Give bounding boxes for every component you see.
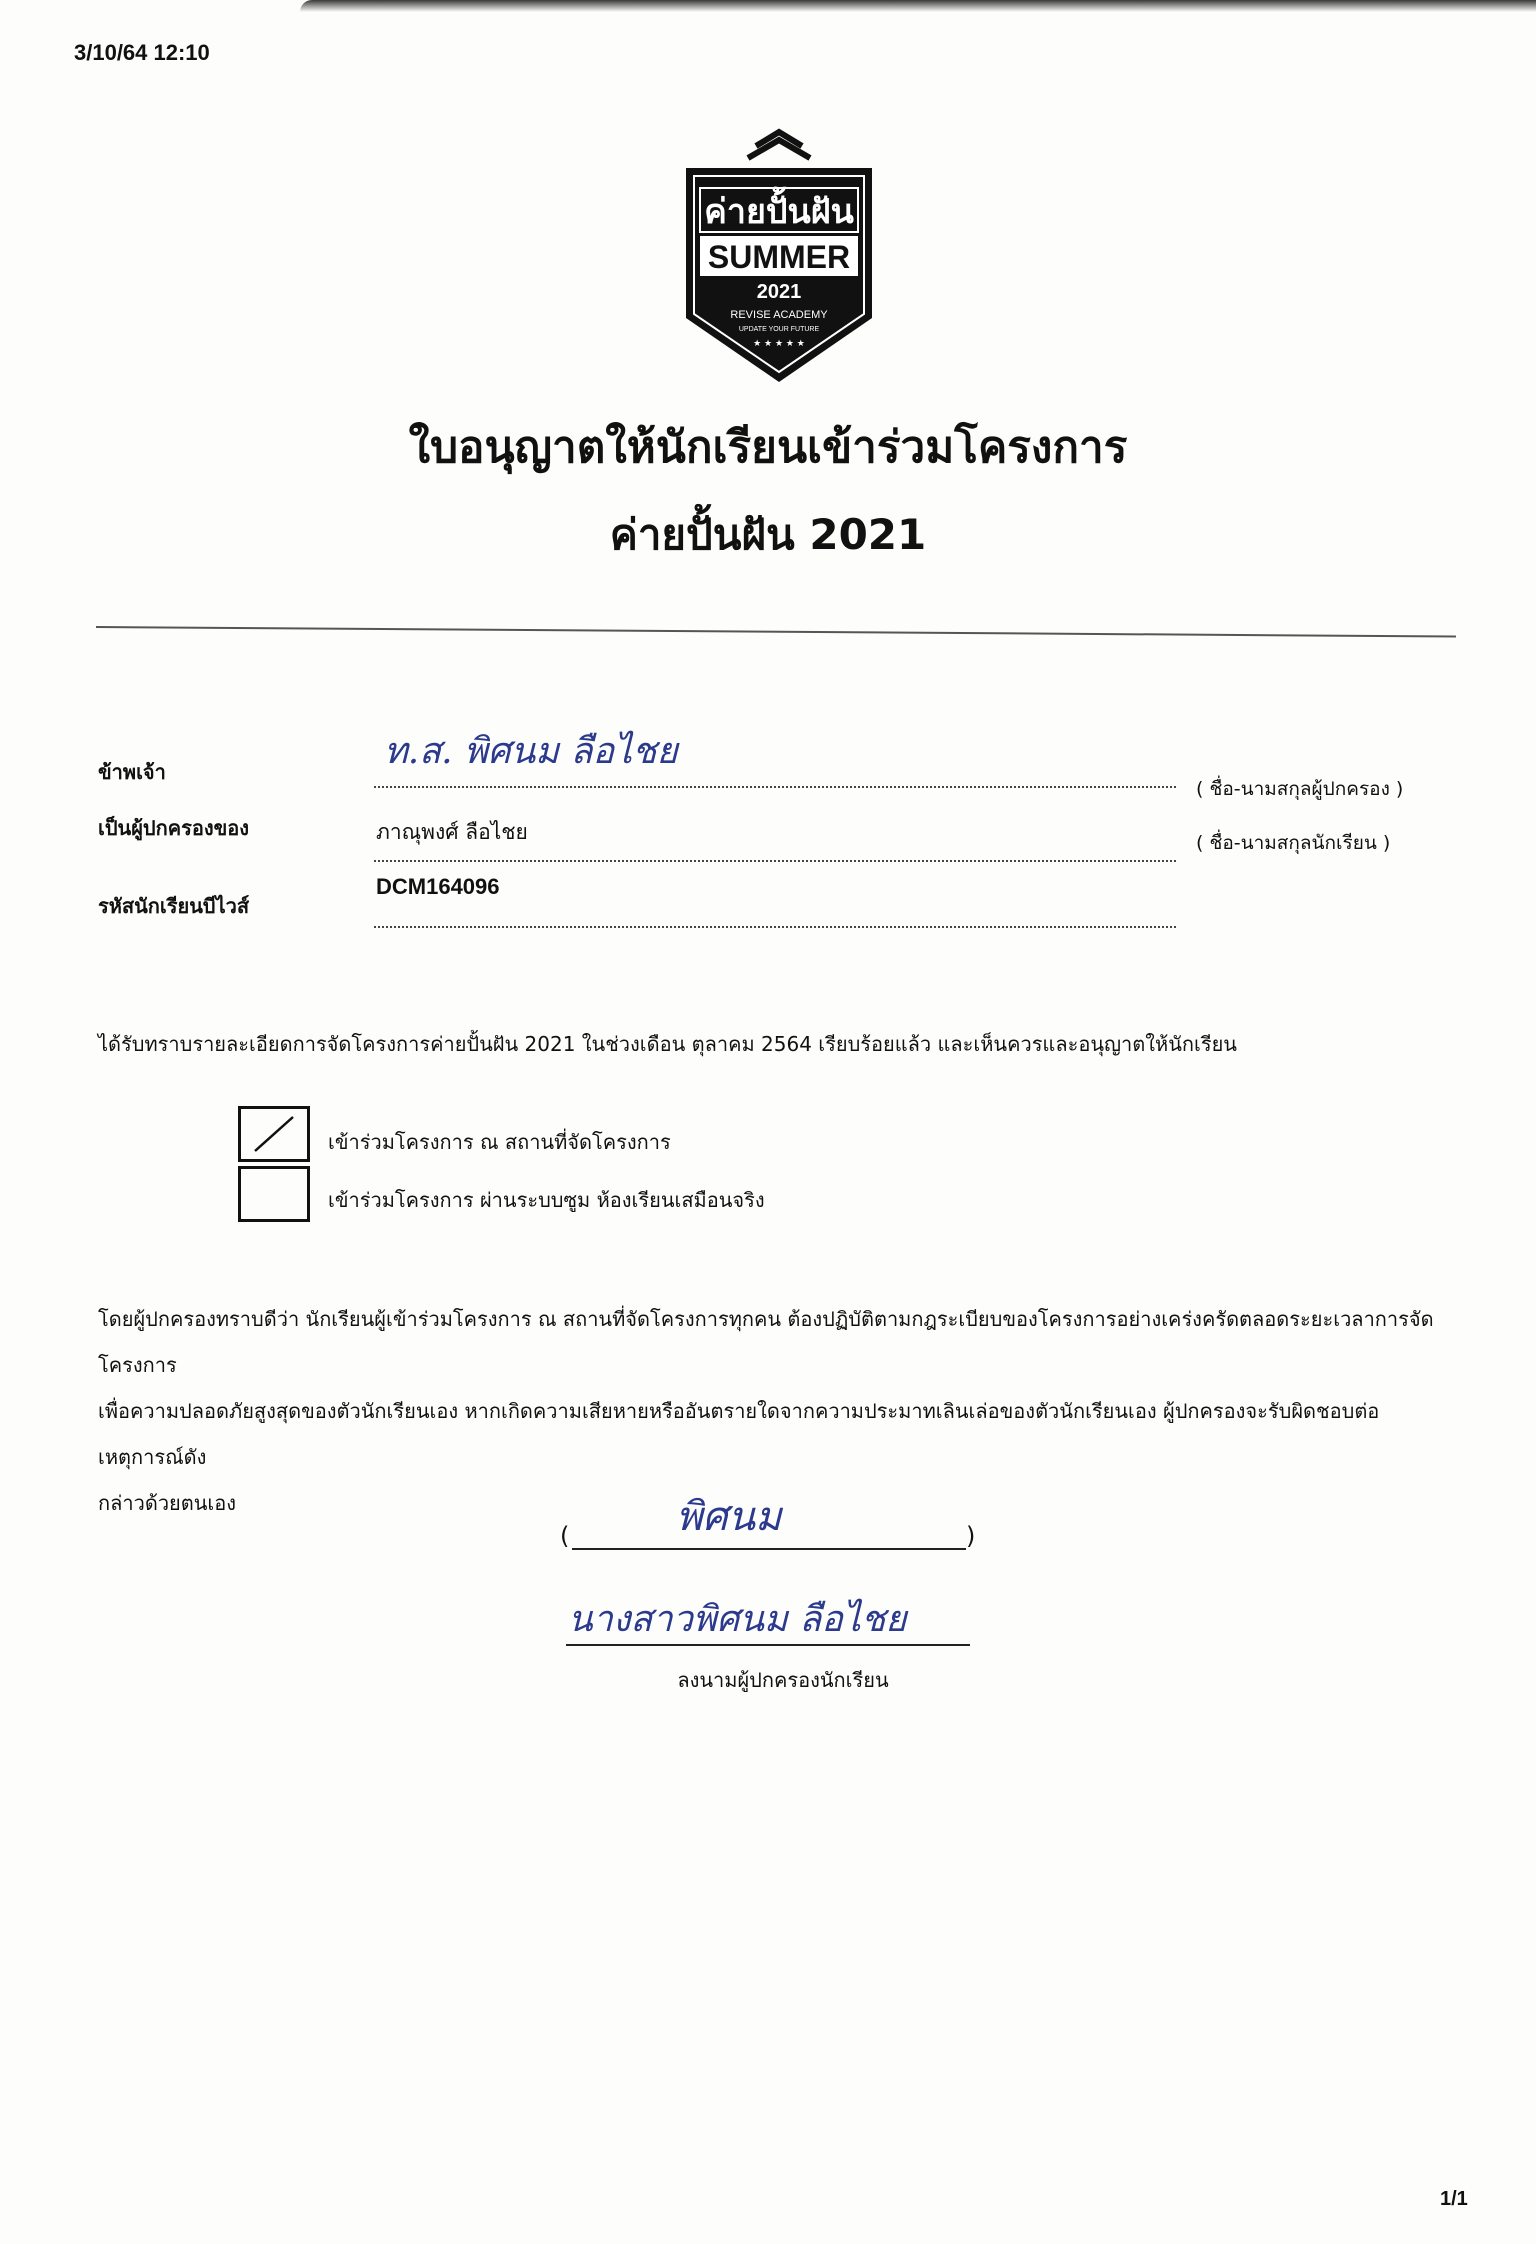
student-name-line [374,860,1176,862]
onsite-checkbox[interactable] [238,1106,310,1162]
paragraph-line-3: กล่าวด้วยตนเอง [98,1491,237,1515]
guardian-signature: พิศนม [676,1494,782,1540]
parent-name-hint: ( ชื่อ-นามสกุลผู้ปกครอง ) [1196,778,1404,800]
online-checkbox[interactable] [238,1166,310,1222]
logo-thai-text: ค่ายปั้นฝัน [704,192,854,232]
signature-close-paren: ) [966,1522,976,1550]
online-option-label: เข้าร่วมโครงการ ผ่านระบบซูม ห้องเรียนเสมือนจริง [328,1188,765,1212]
logo-year-text: 2021 [756,281,802,303]
logo-academy-text: REVISE ACADEMY [730,309,828,321]
parent-name-handwritten: ท.ส. พิศนม ลือไชย [384,731,678,772]
student-code: DCM164096 [376,874,500,899]
printed-name-line [566,1644,970,1646]
document-title: ใบอนุญาตให้นักเรียนเข้าร่วมโครงการ [408,422,1128,473]
title-divider [96,626,1456,637]
student-name: ภาณุพงศ์ ลือไชย [376,820,528,844]
logo-tagline-text: UPDATE YOUR FUTURE [738,326,820,333]
signature-open-paren: ( [560,1522,570,1550]
scan-edge-shadow [300,0,1536,12]
paragraph-line-2: เพื่อความปลอดภัยสูงสุดของตัวนักเรียนเอง หากเกิดความเสียหายหรืออันตรายใดจากความประมาทเลินเล่อของตัวนักเรียนเอง ผู้ปกครองจะรับผิดชอบต่อเหตุการณ์ดัง [98,1399,1380,1469]
student-code-label: รหัสนักเรียนบีไวส์ [98,894,250,918]
consent-statement: ได้รับทราบรายละเอียดการจัดโครงการค่ายปั้นฝัน 2021 ในช่วงเดือน ตุลาคม 2564 เรียบร้อยแล้ว และเห็นควรและอนุญาตให้นักเรียน [98,1032,1237,1056]
camp-logo-badge [676,128,882,386]
student-code-line [374,926,1176,928]
check-slash-icon [241,1109,307,1159]
student-name-hint: ( ชื่อ-นามสกุลนักเรียน ) [1196,832,1391,854]
page-number: 1/1 [1440,2188,1468,2210]
parent-name-line [374,786,1176,788]
logo-stars: ★ ★ ★ ★ ★ [753,339,805,349]
onsite-option-label: เข้าร่วมโครงการ ณ สถานที่จัดโครงการ [328,1130,671,1154]
paragraph-line-1: โดยผู้ปกครองทราบดีว่า นักเรียนผู้เข้าร่วมโครงการ ณ สถานที่จัดโครงการทุกคน ต้องปฏิบัติตามกฎระเบียบของโครงการอย่างเคร่งครัดตลอดระยะเวลาการจัดโครงการ [98,1307,1434,1377]
signature-line [572,1548,966,1550]
signature-caption: ลงนามผู้ปกครองนักเรียน [677,1668,889,1692]
parent-label: ข้าพเจ้า [98,760,166,784]
print-timestamp: 3/10/64 12:10 [74,40,210,65]
guardian-printed-name: นางสาวพิศนม ลือไชย [568,1599,907,1640]
guardian-of-label: เป็นผู้ปกครองของ [98,816,250,840]
logo-summer-text: SUMMER [707,239,851,275]
document-subtitle: ค่ายปั้นฝัน 2021 [609,510,927,559]
